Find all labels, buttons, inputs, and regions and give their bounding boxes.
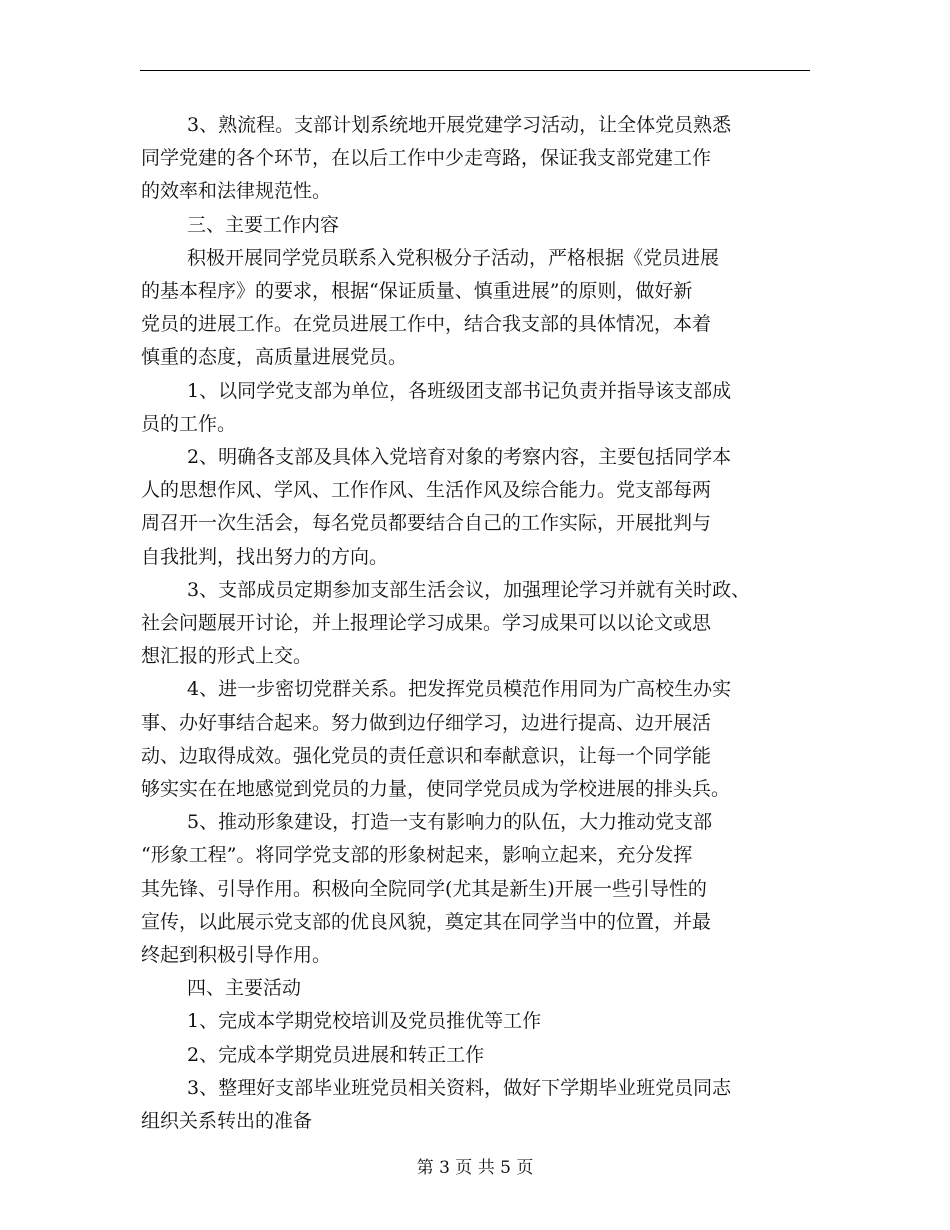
text-line: 员的工作。 (141, 413, 237, 435)
text-line: 党员的进展工作。在党员进展工作中，结合我支部的具体情况，本着 (141, 313, 712, 335)
text-line: 的效率和法律规范性。 (141, 180, 332, 202)
text-line: 同学党建的各个环节，在以后工作中少走弯路，保证我支部党建工作 (141, 147, 712, 169)
text-line: 2、明确各支部及具体入党培育对象的考察内容，主要包括同学本 (187, 446, 732, 468)
page-footer: 第 3 页 共 5 页 (416, 1158, 534, 1178)
text-line: 3、熟流程。支部计划系统地开展党建学习活动，让全体党员熟悉 (187, 114, 732, 136)
text-line: 自我批判，找出努力的方向。 (141, 546, 389, 568)
text-line: “形象工程”。将同学党支部的形象树起来，影响立起来，充分发挥 (141, 844, 693, 866)
text-line: 1、完成本学期党校培训及党员推优等工作 (187, 1010, 542, 1032)
text-line: 慎重的态度，高质量进展党员。 (141, 346, 408, 368)
text-line: 人的思想作风、学风、工作作风、生活作风及综合能力。党支部每两 (141, 479, 712, 501)
text-line: 3、支部成员定期参加支部生活会议，加强理论学习并就有关时政、 (187, 579, 751, 601)
header-rule (140, 70, 810, 71)
text-line: 1、以同学党支部为单位，各班级团支部书记负责并指导该支部成 (187, 380, 732, 402)
text-line: 终起到积极引导作用。 (141, 944, 332, 966)
text-line: 积极开展同学党员联系入党积极分子活动，严格根据《党员进展 (187, 247, 720, 269)
text-line: 社会问题展开讨论，并上报理论学习成果。学习成果可以以论文或思 (141, 612, 712, 634)
text-line: 4、进一步密切党群关系。把发挥党员模范作用同为广高校生办实 (187, 678, 732, 700)
text-line: 动、边取得成效。强化党员的责任意识和奉献意识，让每一个同学能 (141, 745, 712, 767)
text-line: 四、主要活动 (187, 977, 302, 999)
text-line: 想汇报的形式上交。 (141, 645, 313, 667)
text-line: 组织关系转出的准备 (141, 1110, 313, 1132)
text-line: 够实实在在地感觉到党员的力量，使同学党员成为学校进展的排头兵。 (141, 778, 731, 800)
text-line: 周召开一次生活会，每名党员都要结合自己的工作实际，开展批判与 (141, 512, 712, 534)
text-line: 宣传，以此展示党支部的优良风貌，奠定其在同学当中的位置，并最 (141, 911, 712, 933)
text-line: 2、完成本学期党员进展和转正工作 (187, 1044, 485, 1066)
text-line: 事、办好事结合起来。努力做到边仔细学习，边进行提高、边开展活 (141, 712, 712, 734)
text-line: 3、整理好支部毕业班党员相关资料，做好下学期毕业班党员同志 (187, 1077, 732, 1099)
text-line: 的基本程序》的要求，根据“保证质量、慎重进展”的原则，做好新 (141, 280, 693, 302)
text-line: 其先锋、引导作用。积极向全院同学(尤其是新生)开展一些引导性的 (141, 878, 707, 900)
text-line: 5、推动形象建设，打造一支有影响力的队伍，大力推动党支部 (187, 811, 713, 833)
text-line: 三、主要工作内容 (187, 214, 340, 236)
